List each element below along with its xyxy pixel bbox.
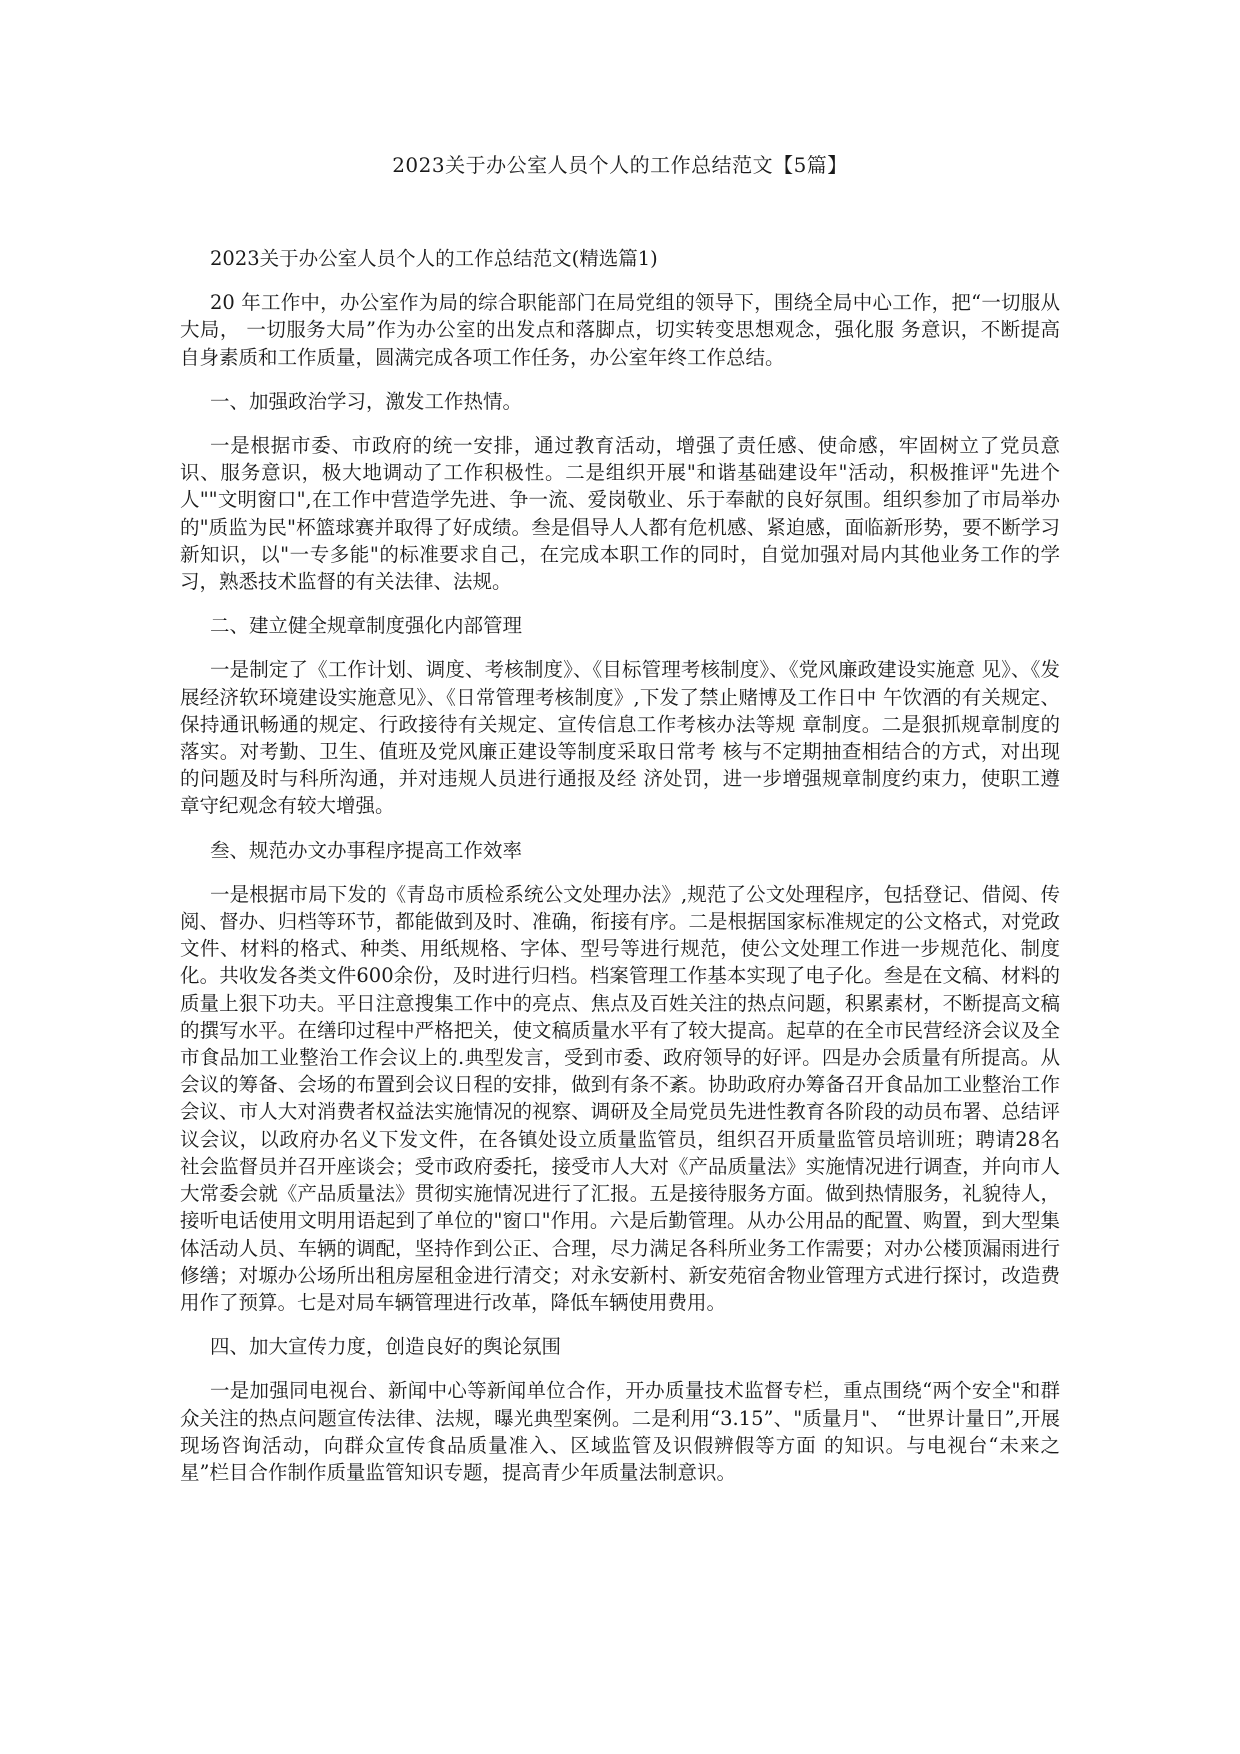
section-3-heading: 叁、规范办文办事程序提高工作效率 xyxy=(210,838,523,862)
document-title: 2023关于办公室人员个人的工作总结范文【5篇】 xyxy=(392,153,848,177)
section-4-heading: 四、加大宣传力度，创造良好的舆论氛围 xyxy=(210,1335,562,1359)
section-1-body: 一是根据市委、市政府的统一安排，通过教育活动，增强了责任感、使命感，牢固树立了党员意识、服务意识，极大地调动了工作积极性。二是组织开展"和谐基础建设年"活动，积极推评"先进个人""文明窗口",在工作中营造学先进、争一流、爱岗敬业、乐于奉献的良好氛围。组织参加了市局举办的"质监为民"杯篮球赛并取得了好成绩。叁是倡导人人都有危机感、紧迫感，面临新形势，要不断学习新知识，以"一专多能"的标准要求自己，在完成本职工作的同时，自觉加强对局内其他业务工作的学习，熟悉技术监督的有关法律、法规。 xyxy=(180,434,1060,594)
article-subtitle: 2023关于办公室人员个人的工作总结范文(精选篇1) xyxy=(210,247,658,270)
section-1-heading: 一、加强政治学习，激发工作热情。 xyxy=(210,389,523,413)
section-2-body: 一是制定了《工作计划、调度、考核制度》、《目标管理考核制度》、《党风廉政建设实施意 见》、《发展经济软环境建设实施意见》、《日常管理考核制度》,下发了禁止赌博及工作日中 午饮酒的有关规定、保持通讯畅通的规定、行政接待有关规定、宣传信息工作考核办法等规 章制度。二是狠抓规章制度的落实。对考勤、卫生、值班及党风廉正建设等制度采取日常考 核与不定期抽查相结合的方式，对出现的问题及时与科所沟通，并对违规人员进行通报及经 济处罚，进一步增强规章制度约束力，使职工遵章守纪观念有较大增强。 xyxy=(180,658,1060,818)
document-body xyxy=(180,245,1060,1503)
intro-paragraph: 20 年工作中，办公室作为局的综合职能部门在局党组的领导下，围绕全局中心工作，把“一切服从大局， 一切服务大局”作为办公室的出发点和落脚点，切实转变思想观念，强化服 务意识，不断提高自身素质和工作质量，圆满完成各项工作任务，办公室年终工作总结。 xyxy=(180,291,1060,369)
section-3-body: 一是根据市局下发的《青岛市质检系统公文处理办法》,规范了公文处理程序，包括登记、借阅、传阅、督办、归档等环节，都能做到及时、准确，衔接有序。二是根据国家标准规定的公文格式，对党政文件、材料的格式、种类、用纸规格、字体、型号等进行规范，使公文处理工作进一步规范化、制度化。共收发各类文件600余份，及时进行归档。档案管理工作基本实现了电子化。叁是在文稿、材料的质量上狠下功夫。平日注意搜集工作中的亮点、焦点及百姓关注的热点问题，积累素材，不断提高文稿的撰写水平。在缮印过程中严格把关，使文稿质量水平有了较大提高。起草的在全市民营经济会议及全市食品加工业整治工作会议上的.典型发言，受到市委、政府领导的好评。四是办会质量有所提高。从会议的筹备、会场的布置到会议日程的安排，做到有条不紊。协助政府办筹备召开食品加工业整治工作会议、市人大对消费者权益法实施情况的视察、调研及全局党员先进性教育各阶段的动员布署、总结评议会议，以政府办名义下发文件，在各镇处设立质量监管员，组织召开质量监管员培训班；聘请28名社会监督员并召开座谈会；受市政府委托，接受市人大对《产品质量法》实施情况进行调查，并向市人大常委会就《产品质量法》贯彻实施情况进行了汇报。五是接待服务方面。做到热情服务，礼貌待人，接听电话使用文明用语起到了单位的"窗口"作用。六是后勤管理。从办公用品的配置、购置，到大型集体活动人员、车辆的调配，坚持作到公正、合理，尽力满足各科所业务工作需要；对办公楼顶漏雨进行修缮；对塬办公场所出租房屋租金进行清交；对永安新村、新安苑宿舍物业管理方式进行探讨，改造费用作了预算。七是对局车辆管理进行改革，降低车辆使用费用。 xyxy=(180,882,1060,1314)
section-2-heading: 二、建立健全规章制度强化内部管理 xyxy=(210,614,523,638)
section-4-body: 一是加强同电视台、新闻中心等新闻单位合作，开办质量技术监督专栏，重点围绕“两个安全"和群众关注的热点问题宣传法律、法规，曝光典型案例。二是利用“3.15”、"质量月"、 “世界计量日”,开展现场咨询活动，向群众宣传食品质量准入、区域监管及识假辨假等方面 的知识。与电视台“未来之星”栏目合作制作质量监管知识专题，提高青少年质量法制意识。 xyxy=(180,1379,1060,1484)
